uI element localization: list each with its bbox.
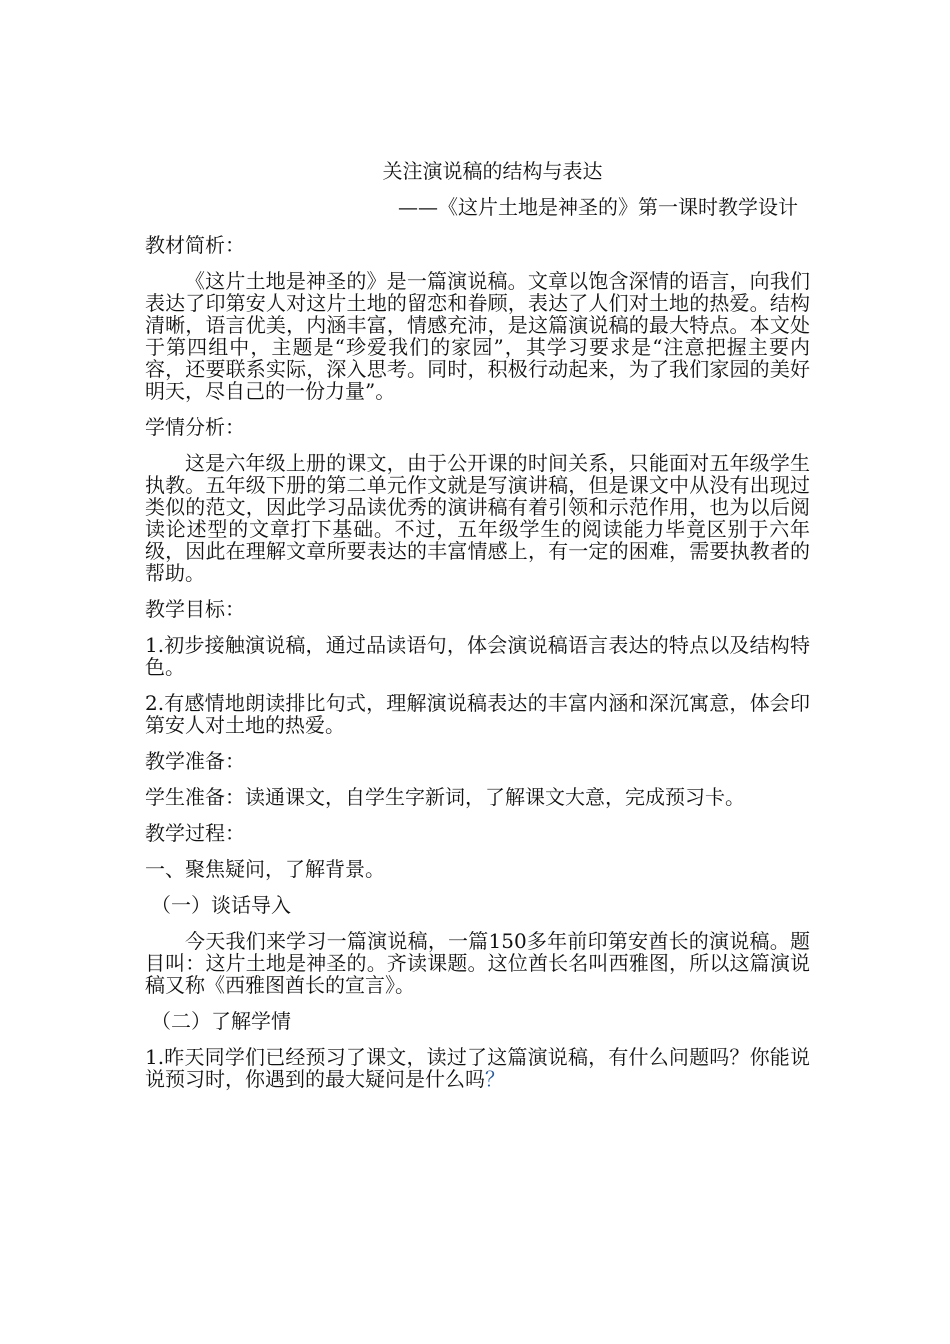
question-item-1 xyxy=(145,1046,810,1090)
document-body xyxy=(145,160,810,1104)
question-mark: ？ xyxy=(485,1067,505,1091)
question-text: 1.昨天同学们已经预习了课文，读过了这篇演说稿，有什么问题吗？你能说说预习时，你遇到的最大疑问是什么吗 xyxy=(145,1045,810,1091)
process-substep-2: （二）了解学情 xyxy=(151,1009,291,1033)
paragraph-intro: 今天我们来学习一篇演说稿，一篇150多年前印第安酋长的演说稿。题目叫：这片土地是神圣的。齐读课题。这位酋长名叫西雅图，所以这篇演说稿又称《西雅图酋长的宣言》。 xyxy=(145,929,810,997)
heading-goals: 教学目标： xyxy=(145,597,245,621)
preparation-text: 读通课文，自学生字新词，了解课文大意，完成预习卡。 xyxy=(245,785,745,809)
preparation-label: 学生准备： xyxy=(145,785,245,809)
process-substep-1: （一）谈话导入 xyxy=(151,893,291,917)
heading-material: 教材简析： xyxy=(145,233,245,257)
heading-students: 学情分析： xyxy=(145,415,245,439)
heading-preparation: 教学准备： xyxy=(145,749,245,773)
document-subtitle: ——《这片土地是神圣的》第一课时教学设计 xyxy=(398,195,798,219)
goal-item-1: 1.初步接触演说稿，通过品读语句，体会演说稿语言表达的特点以及结构特色。 xyxy=(145,633,810,679)
paragraph-material: 《这片土地是神圣的》是一篇演说稿。文章以饱含深情的语言，向我们表达了印第安人对这片土地的留恋和眷顾，表达了人们对土地的热爱。结构清晰，语言优美，内涵丰富，情感充沛，是这篇演说稿的最大特点。本文处于第四组中，主题是“珍爱我们的家园”，其学习要求是“注意把握主要内容，还要联系实际，深入思考。同时，积极行动起来，为了我们家园的美好明天，尽自己的一份力量”。 xyxy=(145,269,810,403)
preparation-line xyxy=(145,786,810,808)
goal-item-2: 2.有感情地朗读排比句式，理解演说稿表达的丰富内涵和深沉寓意，体会印第安人对土地的热爱。 xyxy=(145,691,810,737)
heading-process: 教学过程： xyxy=(145,821,245,845)
paragraph-students: 这是六年级上册的课文，由于公开课的时间关系，只能面对五年级学生执教。五年级下册的第二单元作文就是写演讲稿，但是课文中从没有出现过类似的范文，因此学习品读优秀的演讲稿有着引领和示范作用，也为以后阅读论述型的文章打下基础。不过，五年级学生的阅读能力毕竟区别于六年级，因此在理解文章所要表达的丰富情感上，有一定的困难，需要执教者的帮助。 xyxy=(145,451,810,585)
document-title: 关注演说稿的结构与表达 xyxy=(382,159,603,183)
process-step-1: 一、聚焦疑问，了解背景。 xyxy=(145,857,385,881)
